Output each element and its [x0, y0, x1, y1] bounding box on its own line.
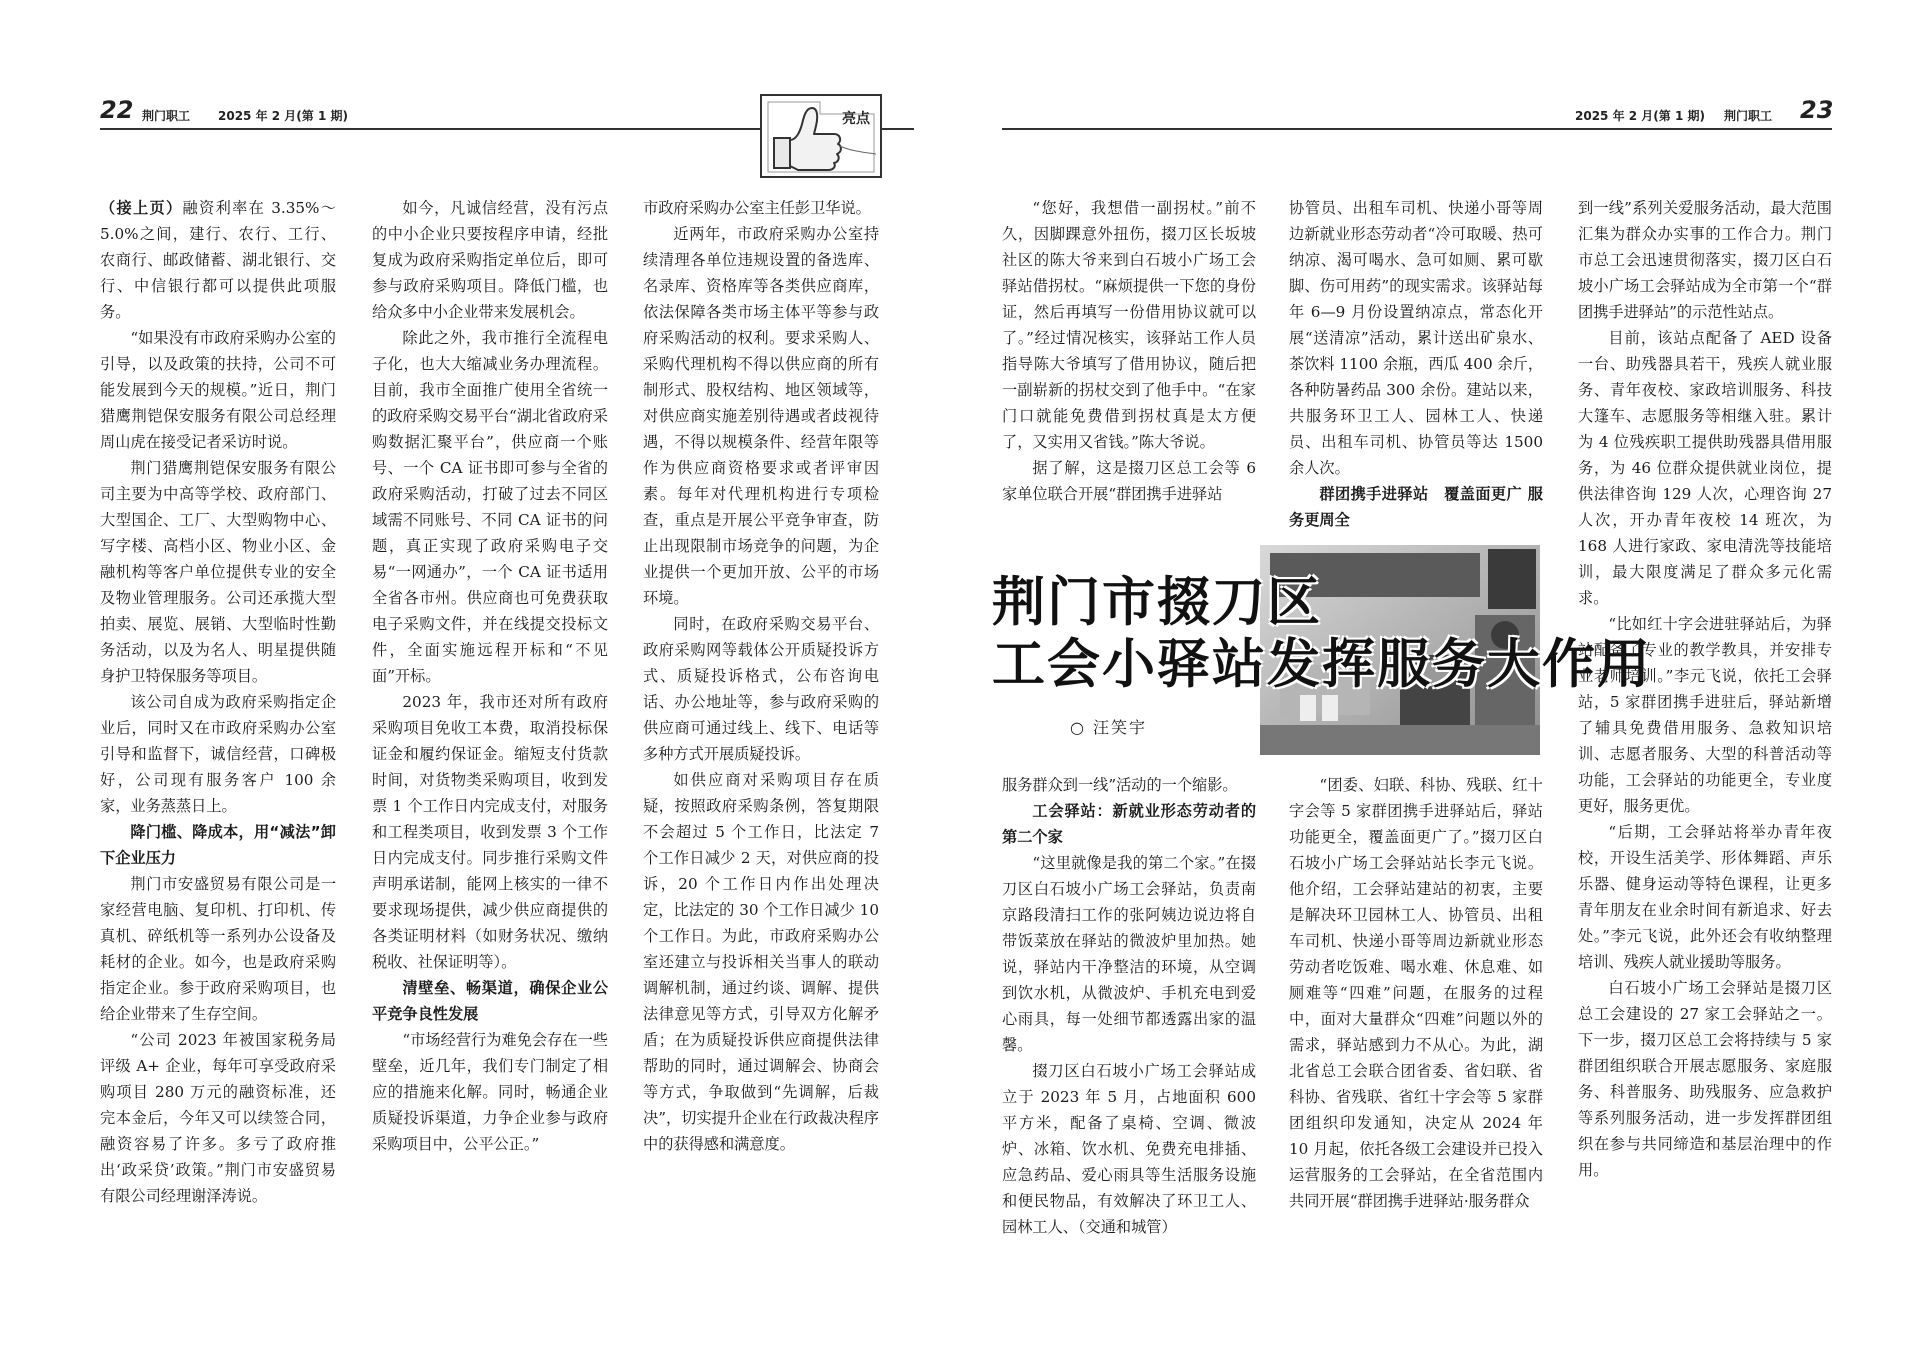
left-article-col-3: [643, 195, 879, 1265]
section-subheading: 工会驿站：新就业形态劳动者的第二个家: [1002, 802, 1256, 846]
left-header-rule: [100, 128, 760, 130]
paragraph: “公司 2023 年被国家税务局评级 A+ 企业，每年可享受政府采购项目 280 万元的融资标准，还完本金后，今年又可以续签合同，融资容易了许多。多亏了政府推出‘政采贷’政策。”荆门市安盛贸易有限公司经理谢泽涛说。: [100, 1031, 336, 1205]
paragraph: “您好，我想借一副拐杖。”前不久，因脚踝意外扭伤，掇刀区长坂坡社区的陈大爷来到白石坡小广场工会驿站借拐杖。“麻烦提供一下您的身份证，然后再填写一份借用协议就可以了。”经过情况核实，该驿站工作人员指导陈大爷填写了借用协议，随后把一副崭新的拐杖交到了他手中。“在家门口就能免费借到拐杖真是太方便了，又实用又省钱。”陈大爷说。: [1002, 199, 1256, 451]
paragraph: 掇刀区白石坡小广场工会驿站成立于 2023 年 5 月，占地面积 600 平方米，配备了桌椅、空调、微波炉、冰箱、饮水机、免费充电排插、应急药品、爱心雨具等生活服务设施和便民物品，有效解决了环卫工人、园林工人、（交通和城管）: [1002, 1062, 1256, 1236]
headline-line-1: 荆门市掇刀区: [992, 572, 1322, 633]
paragraph: 白石坡小广场工会驿站是掇刀区总工会建设的 27 家工会驿站之一。下一步，掇刀区总工会将持续与 5 家群团组织联合开展志愿服务、家庭服务、科普服务、助残服务、应急救护等系列服务活动，进一步发挥群团组织在参与共同缔造和基层治理中的作用。: [1578, 979, 1832, 1179]
right-page-number: 23: [1800, 96, 1834, 124]
left-header-rule-end: [882, 128, 914, 130]
paragraph: “比如红十字会进驻驿站后，为驿站配备了专业的教学教具，并安排专业老师培训。”李元飞说，依托工会驿站，5 家群团携手进驻后，驿站新增了辅具免费借用服务、急救知识培训、志愿者服务、大型的科普活动等功能，工会驿站的功能更全，专业度更好，服务更优。: [1578, 615, 1832, 815]
continued-marker: （接上页）: [100, 199, 183, 217]
left-page-number: 22: [100, 96, 134, 124]
thumbs-up-icon: [760, 94, 882, 178]
section-subheading: 清壁垒、畅渠道，确保企业公平竞争良性发展: [372, 979, 608, 1023]
paragraph: 到一线”系列关爱服务活动，最大范围汇集为群众办实事的工作合力。荆门市总工会迅速贯彻落实，掇刀区白石坡小广场工会驿站成为全市第一个“群团携手进驿站”的示范性站点。: [1578, 199, 1832, 321]
right-header-rule: [1002, 128, 1832, 130]
right-publication-name: 荆门职工: [1724, 109, 1773, 123]
paragraph: 近两年，市政府采购办公室持续清理各单位违规设置的备选库、名录库、资格库等各类供应商库，依法保障各类市场主体平等参与政府采购活动的权利。要求采购人、采购代理机构不得以供应商的所有制形式、股权结构、地区领域等，对供应商实施差别待遇或者歧视待遇，不得以规模条件、经营年限等作为供应商资格要求或者评审因素。每年对代理机构进行专项检查，重点是开展公平竞争审查，防止出现限制市场竞争的问题，为企业提供一个更加开放、公平的市场环境。: [643, 225, 879, 607]
paragraph: 该公司自成为政府采购指定企业后，同时又在市政府采购办公室引导和监督下，诚信经营，口碑极好，公司现有服务客户 100 余家，业务蒸蒸日上。: [100, 693, 336, 815]
headline-line-2: 工会小驿站发挥服务大作用: [992, 634, 1652, 695]
left-publication-name: 荆门职工: [142, 109, 191, 123]
paragraph: “后期，工会驿站将举办青年夜校，开设生活美学、形体舞蹈、声乐乐器、健身运动等特色课程，让更多青年朋友在业余时间有新追求、好去处。”李元飞说，此外还会有收纳整理培训、残疾人就业援助等服务。: [1578, 823, 1832, 971]
left-issue-date: 2025 年 2 月(第 1 期): [218, 109, 348, 123]
paragraph: 荆门猎鹰荆铠保安服务有限公司主要为中高等学校、政府部门、大型国企、工厂、大型购物中心、写字楼、高档小区、物业小区、金融机构等客户单位提供专业的安全及物业管理服务。公司还承揽大型拍卖、展览、展销、大型临时性勤务活动，以及为名人、明星提供随身护卫特保服务等项目。: [100, 459, 336, 685]
paragraph: 协管员、出租车司机、快递小哥等周边新就业形态劳动者“冷可取暖、热可纳凉、渴可喝水、急可如厕、累可歇脚、伤可用药”的现实需求。该驿站每年 6—9 月份设置纳凉点，常态化开展“送清凉”活动，累计送出矿泉水、茶饮料 1100 余瓶，西瓜 400 余斤，各种防暑药品 300 余份。建站以来，共服务环卫工人、园林工人、快递员、出租车司机、协管员等达 1500 余人次。: [1289, 199, 1543, 477]
paragraph: 除此之外，我市推行全流程电子化，也大大缩减业务办理流程。目前，我市全面推广使用全省统一的政府采购交易平台“湖北省政府采购数据汇聚平台”，供应商一个账号、一个 CA 证书即可参与全省的政府采购活动，打破了过去不同区域需不同账号、不同 CA 证书的问题，真正实现了政府采购电子交易“一网通办”，一个 CA 证书适用全省各市州。供应商也可免费获取电子采购文件，并在线提交投标文件，全面实施远程开标和“不见面”开标。: [372, 329, 608, 685]
right-issue-date: 2025 年 2 月(第 1 期): [1575, 109, 1705, 123]
column-tag: 亮点: [842, 111, 870, 127]
paragraph: 市政府采购办公室主任彭卫华说。: [643, 199, 871, 217]
paragraph: 2023 年，我市还对所有政府采购项目免收工本费，取消投标保证金和履约保证金。缩短支付货款时间，对货物类采购项目，收到发票 1 个工作日内完成支付，对服务和工程类项目，收到发票 3 个工作日内完成支付。同步推行采购文件声明承诺制，能网上核实的一律不要求现场提供，减少供应商提供的各类证明材料（如财务状况、缴纳税收、社保证明等）。: [372, 693, 608, 971]
paragraph: （接上页）融资利率在 3.35%～5.0%之间，建行、农行、工行、农商行、邮政储蓄、湖北银行、交行、中信银行都可以提供此项服务。: [100, 199, 336, 321]
paragraph: “如果没有市政府采购办公室的引导，以及政策的扶持，公司不可能发展到今天的规模。”近日，荆门猎鹰荆铠保安服务有限公司总经理周山虎在接受记者采访时说。: [100, 329, 336, 451]
right-article-col-2-upper: [1289, 195, 1543, 750]
highlight-badge: [760, 94, 882, 178]
paragraph: “这里就像是我的第二个家。”在掇刀区白石坡小广场工会驿站，负责南京路段清扫工作的张阿姨边说边将自带饭菜放在驿站的微波炉里加热。她说，驿站内干净整洁的环境，从空调到饮水机，从微波炉、手机充电到爱心雨具，每一处细节都透露出家的温馨。: [1002, 854, 1256, 1054]
paragraph: “市场经营行为难免会存在一些壁垒，近几年，我们专门制定了相应的措施来化解。同时，畅通企业质疑投诉渠道，力争企业参与政府采购项目中，公平公正。”: [372, 1031, 608, 1153]
paragraph: 如今，凡诚信经营，没有污点的中小企业只要按程序申请，经批复成为政府采购指定单位后，即可参与政府采购项目。降低门槛，也给众多中小企业带来发展机会。: [372, 199, 608, 321]
right-article-col-2-lower: [1289, 772, 1543, 1262]
right-article-col-1-upper: [1002, 195, 1256, 750]
left-article-col-2: [372, 195, 608, 1265]
paragraph: 荆门市安盛贸易有限公司是一家经营电脑、复印机、打印机、传真机、碎纸机等一系列办公设备及耗材的企业。如今，也是政府采购指定企业。参于政府采购项目，也给企业带来了生存空间。: [100, 875, 336, 1023]
left-article-col-1: [100, 195, 336, 1265]
paragraph: “团委、妇联、科协、残联、红十字会等 5 家群团携手进驿站后，驿站功能更全，覆盖面更广了。”掇刀区白石坡小广场工会驿站站长李元飞说。他介绍，工会驿站建站的初衷，主要是解决环卫园林工人、协管员、出租车司机、快递小哥等周边新就业形态劳动者吃饭难、喝水难、休息难、如厕难等“四难”问题，在服务的过程中，面对大量群众“四难”问题以外的需求，驿站感到力不从心。为此，湖北省总工会联合团省委、省妇联、省科协、省残联、省红十字会等 5 家群团组织印发通知，决定从 2024 年 10 月起，依托各级工会建设并已投入运营服务的工会驿站，在全省范围内共同开展“群团携手进驿站·服务群众: [1289, 776, 1543, 1210]
right-article-col-1-lower: [1002, 772, 1256, 1262]
paragraph: 目前，该站点配备了 AED 设备一台、助残器具若干，残疾人就业服务、青年夜校、家政培训服务、科技大篷车、志愿服务等相继入驻。累计为 4 位残疾职工提供助残器具借用服务，为 46 位群众提供就业岗位，提供法律咨询 129 人次，心理咨询 27 人次，开办青年夜校 14 班次，为 168 人进行家政、家电清洗等技能培训，最大限度满足了群众多元化需求。: [1578, 329, 1832, 607]
byline: ○ 汪笑宇: [1070, 718, 1148, 737]
right-article-col-3: [1578, 195, 1832, 1265]
paragraph: 如供应商对采购项目存在质疑，按照政府采购条例，答复期限不会超过 5 个工作日，比法定 7 个工作日减少 2 天，对供应商的投诉，20 个工作日内作出处理决定，比法定的 30 个工作日减少 10 个工作日。为此，市政府采购办公室还建立与投诉相关当事人的联动调解机制，通过约谈、调解、提供法律意见等方式，引导双方化解矛盾；在为质疑投诉供应商提供法律帮助的同时，通过调解会、协商会等方式，争取做到“先调解，后裁决”，切实提升企业在行政裁决程序中的获得感和满意度。: [643, 771, 879, 1153]
paragraph: 服务群众到一线”活动的一个缩影。: [1002, 776, 1238, 794]
section-subheading: 群团携手进驿站 覆盖面更广 服务更周全: [1289, 485, 1543, 529]
paragraph: 据了解，这是掇刀区总工会等 6 家单位联合开展“群团携手进驿站: [1002, 459, 1256, 503]
paragraph: 同时，在政府采购交易平台、政府采购网等载体公开质疑投诉方式、质疑投诉格式，公布咨询电话、办公地址等，参与政府采购的供应商可通过线上、线下、电话等多种方式开展质疑投诉。: [643, 615, 879, 763]
section-subheading: 降门槛、降成本，用“减法”卸下企业压力: [100, 823, 336, 867]
